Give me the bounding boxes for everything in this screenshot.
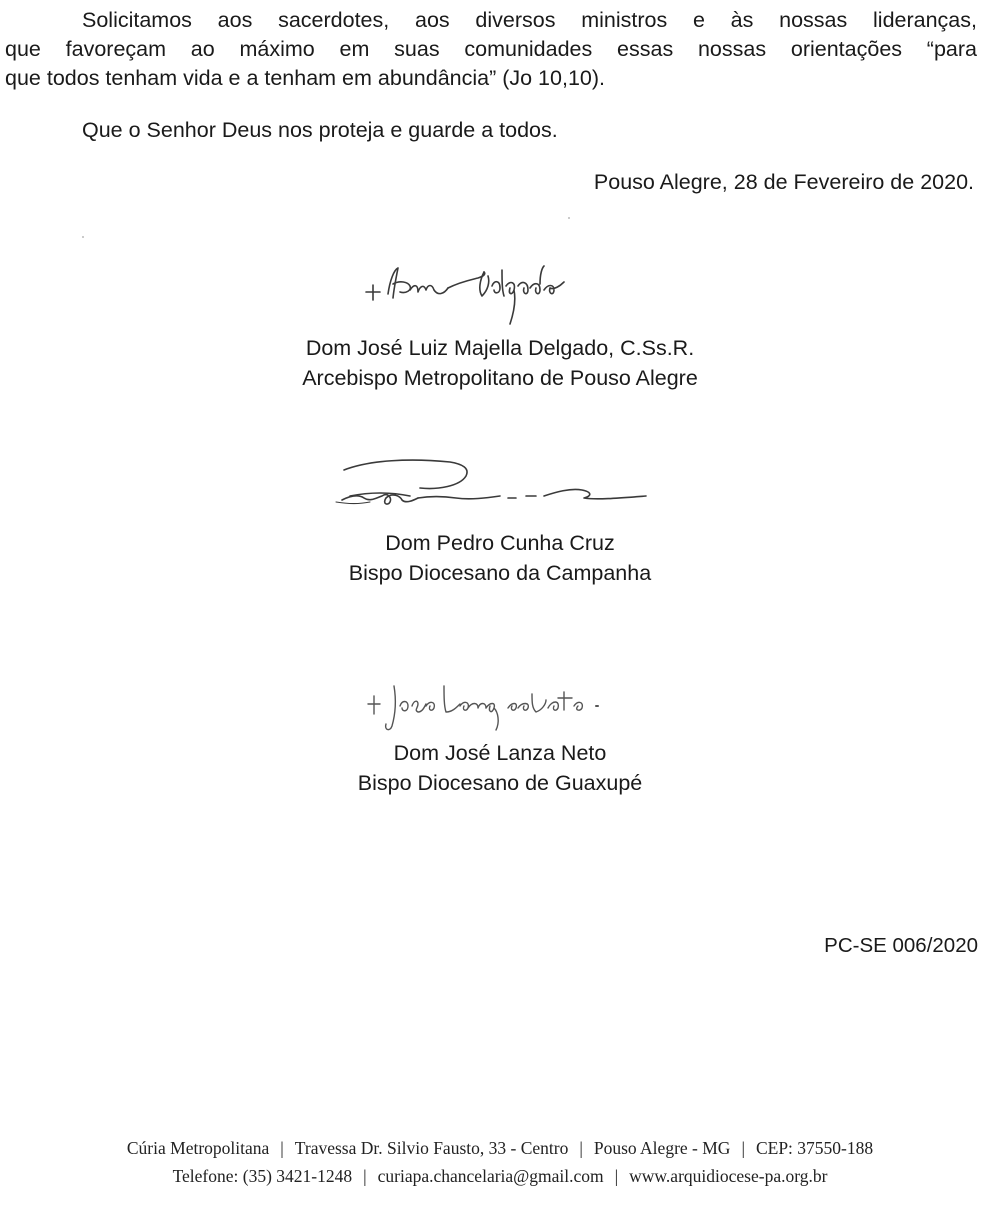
scan-speck [82, 236, 84, 238]
signatory-2-role: Bispo Diocesano da Campanha [348, 561, 652, 585]
blessing-line: Que o Senhor Deus nos proteja e guarde a todos. [82, 118, 558, 142]
footer-website: www.arquidiocese-pa.org.br [629, 1166, 828, 1186]
footer-email: curiapa.chancelaria@gmail.com [377, 1166, 604, 1186]
scan-speck [568, 217, 570, 219]
letterhead-footer [0, 1134, 1000, 1190]
signature-1-image [360, 250, 610, 330]
paragraph-line-2: que favoreçam ao máximo em suas comunidades essas nossas orientações “para [5, 37, 977, 61]
footer-institution: Cúria Metropolitana [126, 1138, 270, 1158]
place-date: Pouso Alegre, 28 de Fevereiro de 2020. [593, 170, 974, 194]
footer-separator: | [363, 1166, 367, 1186]
footer-line-1 [0, 1134, 1000, 1162]
signature-2-image [330, 452, 660, 522]
signature-3-image [360, 672, 650, 738]
reference-code: PC-SE 006/2020 [824, 934, 978, 957]
footer-separator: | [741, 1138, 745, 1158]
footer-address: Travessa Dr. Silvio Fausto, 33 - Centro [294, 1138, 569, 1158]
signatory-1-role: Arcebispo Metropolitano de Pouso Alegre [302, 366, 698, 390]
footer-city: Pouso Alegre - MG [593, 1138, 731, 1158]
signatory-1 [0, 333, 1000, 393]
signatory-3 [0, 738, 1000, 798]
paragraph-line-1: Solicitamos aos sacerdotes, aos diversos ministros e às nossas lideranças, [82, 8, 977, 32]
footer-separator: | [280, 1138, 284, 1158]
paragraph-line-3: que todos tenham vida e a tenham em abundância” (Jo 10,10). [5, 66, 605, 90]
signatory-2 [0, 528, 1000, 588]
footer-separator: | [579, 1138, 583, 1158]
signatory-2-name: Dom Pedro Cunha Cruz [385, 531, 615, 555]
closing-paragraph [5, 6, 977, 93]
signatory-1-name: Dom José Luiz Majella Delgado, C.Ss.R. [305, 336, 695, 360]
footer-line-2 [0, 1162, 1000, 1190]
footer-phone: Telefone: (35) 3421-1248 [172, 1166, 353, 1186]
footer-postal-code: CEP: 37550-188 [755, 1138, 874, 1158]
footer-separator: | [614, 1166, 619, 1186]
signatory-3-role: Bispo Diocesano de Guaxupé [357, 771, 643, 795]
signatory-3-name: Dom José Lanza Neto [393, 741, 607, 765]
